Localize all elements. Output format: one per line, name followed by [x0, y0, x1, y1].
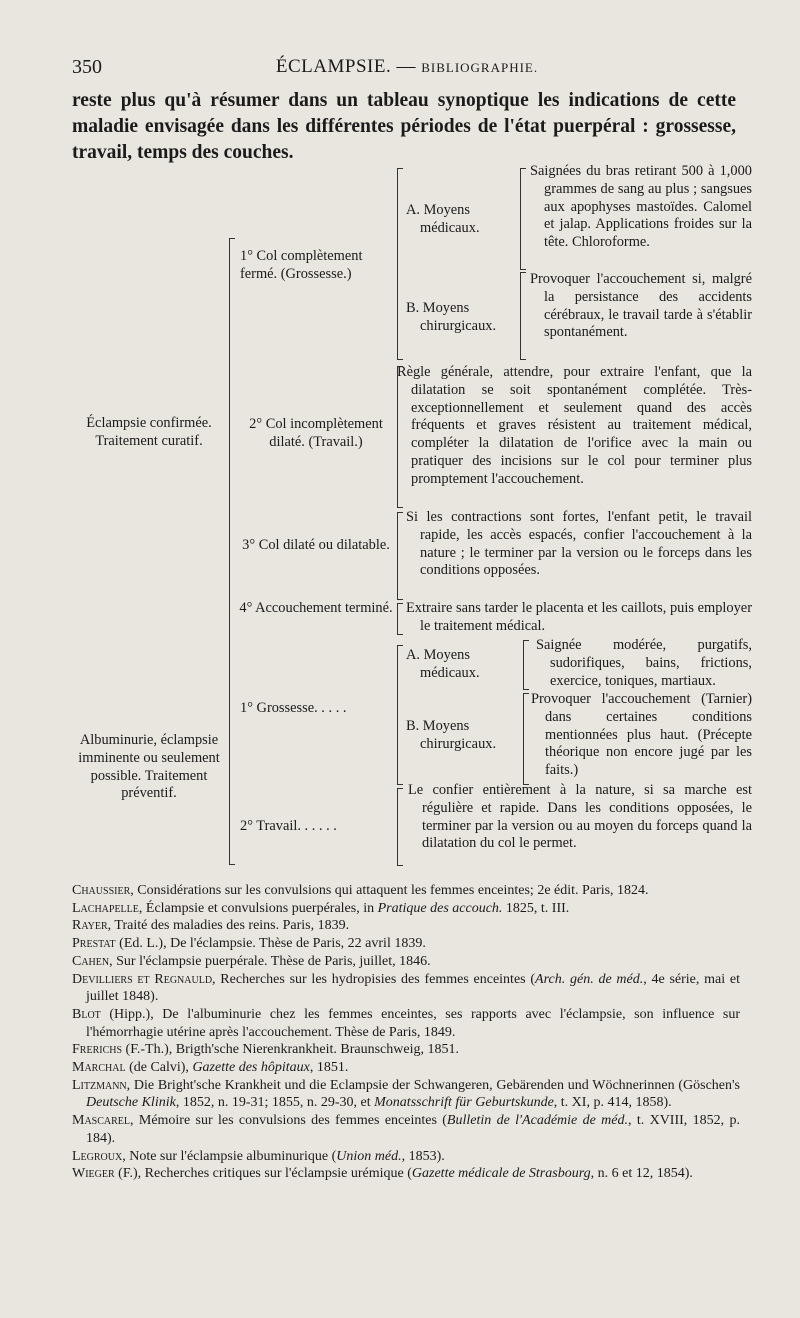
bib-entry: Blot (Hipp.), De l'albuminurie chez les femmes enceintes, ses rapports avec l'éclampsie, son influence sur l'hémorrhagie utérine après l'accouchement. Thèse de Paris, 1849. — [72, 1006, 740, 1040]
period-label: 3° Col dilaté ou dilatable. — [242, 537, 390, 553]
means-label: A. Moyens médicaux. — [406, 202, 480, 236]
period-brace — [397, 512, 403, 600]
period-text: Si les contractions sont fortes, l'enfant petit, le travail rapide, les accès espacés, confier l'accouchement à la nature ; le terminer par la version ou le forceps dans les conditions opposées. — [406, 509, 752, 579]
period-brace — [397, 788, 403, 866]
period-label: 2° Travail. . . . . . — [240, 818, 337, 834]
period-brace — [397, 603, 403, 635]
running-header — [72, 56, 742, 82]
bib-entry: Legroux, Note sur l'éclampsie albuminurique (Union méd., 1853). — [72, 1148, 445, 1164]
bib-entry: Chaussier, Considérations sur les convulsions qui attaquent les femmes enceintes; 2e édit. Paris, 1824. — [72, 883, 649, 898]
chapter-title: ÉCLAMPSIE. — [275, 56, 392, 77]
title-separator: — — [396, 56, 416, 77]
means-brace — [523, 640, 529, 690]
curative-label: Éclampsie confirmée. Traitement curatif. — [86, 415, 212, 449]
means-brace — [523, 693, 529, 785]
means-label: B. Moyens chirurgicaux. — [406, 718, 497, 752]
bib-entry: Rayer, Traité des maladies des reins. Paris, 1839. — [72, 918, 350, 934]
bib-entry: Marchal (de Calvi), Gazette des hôpitaux, 1851. — [72, 1060, 349, 1076]
period-label: 1° Grossesse. . . . . — [240, 700, 347, 716]
period-label: 1° Col complètement fermé. (Grossesse.) — [240, 248, 363, 282]
running-title — [72, 56, 742, 78]
means-label: A. Moyens médicaux. — [406, 647, 480, 681]
means-brace — [520, 168, 526, 270]
bib-entry: Prestat (Ed. L.), De l'éclampsie. Thèse de Paris, 22 avril 1839. — [72, 936, 426, 952]
bib-entry: Mascarel, Mémoire sur les convulsions des femmes enceintes (Bulletin de l'Académie de méd., t. XVIII, 1852, p. 184). — [72, 1113, 740, 1146]
page-number: 350 — [72, 56, 102, 78]
means-brace — [520, 272, 526, 360]
means-text: Saignée modérée, purgatifs, sudorifiques, bains, frictions, exercice, toniques, martiaux. — [536, 637, 752, 689]
bib-entry: Wieger (F.), Recherches critiques sur l'éclampsie urémique (Gazette médicale de Strasbourg, n. 6 et 12, 1854). — [72, 1166, 693, 1182]
preventive-label: Albuminurie, éclampsie imminente ou seulement possible. Traitement préventif. — [78, 732, 220, 802]
means-text: Saignées du bras retirant 500 à 1,000 grammes de sang au plus ; sangsues aux apophyses mastoïdes. Calomel et jalap. Applications froides sur la tête. Chloroforme. — [530, 163, 752, 251]
means-label: B. Moyens chirurgicaux. — [406, 300, 497, 334]
period-text: Le confier entièrement à la nature, si sa marche est régulière et rapide. Dans les conditions opposées, le terminer par la version ou au moyen du forceps quand la dilatation du col le permet. — [408, 782, 752, 852]
period-label: 2° Col incomplètement dilaté. (Travail.) — [249, 416, 383, 450]
bibliography — [72, 882, 740, 1183]
intro-paragraph: reste plus qu'à résumer dans un tableau synoptique les indications de cette maladie envisagée dans les différentes périodes de l'état puerpéral : grossesse, travail, temps des couches. — [72, 90, 736, 163]
period-text: Règle générale, attendre, pour extraire l'enfant, que la dilatation se soit spontanément complétée. Très-exceptionnellement et seulement quand des accès fréquents et graves résistent au traitement médical, compléter la dilatation de l'orifice avec la main ou pratiquer des incisions sur le col pour terminer plus promptement l'accouchement. — [397, 364, 752, 487]
bib-entry: Devilliers et Regnauld, Recherches sur les hydropisies des femmes enceintes (Arch. gén. de méd., 4e série, mai et juillet 1848). — [72, 971, 740, 1005]
means-text: Provoquer l'accouchement (Tarnier) dans certaines conditions mentionnées plus haut. (Précepte théorique non encore jugé par les faits.) — [531, 691, 752, 779]
section-subtitle: BIBLIOGRAPHIE. — [421, 60, 539, 75]
period-text: Extraire sans tarder le placenta et les caillots, puis employer le traitement médical. — [406, 600, 752, 634]
bib-entry: Cahen, Sur l'éclampsie puerpérale. Thèse de Paris, juillet, 1846. — [72, 953, 431, 969]
means-text: Provoquer l'accouchement si, malgré la persistance des accidents cérébraux, le travail tarde à s'établir spontanément. — [530, 271, 752, 341]
period-brace — [397, 645, 403, 785]
period-brace — [397, 168, 403, 360]
bib-entry: Frerichs (F.-Th.), Brigth'sche Nierenkrankheit. Braunschweig, 1851. — [72, 1042, 459, 1058]
bib-entry: Litzmann, Die Bright'sche Krankheit und die Eclampsie der Schwangeren, Gebärenden und Wöchnerinnen (Göschen's Deutsche Klinik, 1852, n. 19-31; 1855, n. 29-30, et Monatsschrift für Geburtskunde, t. XI, p. 414, 1858). — [72, 1077, 740, 1111]
bib-entry: Lachapelle, Éclampsie et convulsions puerpérales, in Pratique des accouch. 1825, t. III. — [72, 900, 570, 916]
period-label: 4° Accouchement terminé. — [239, 600, 393, 616]
